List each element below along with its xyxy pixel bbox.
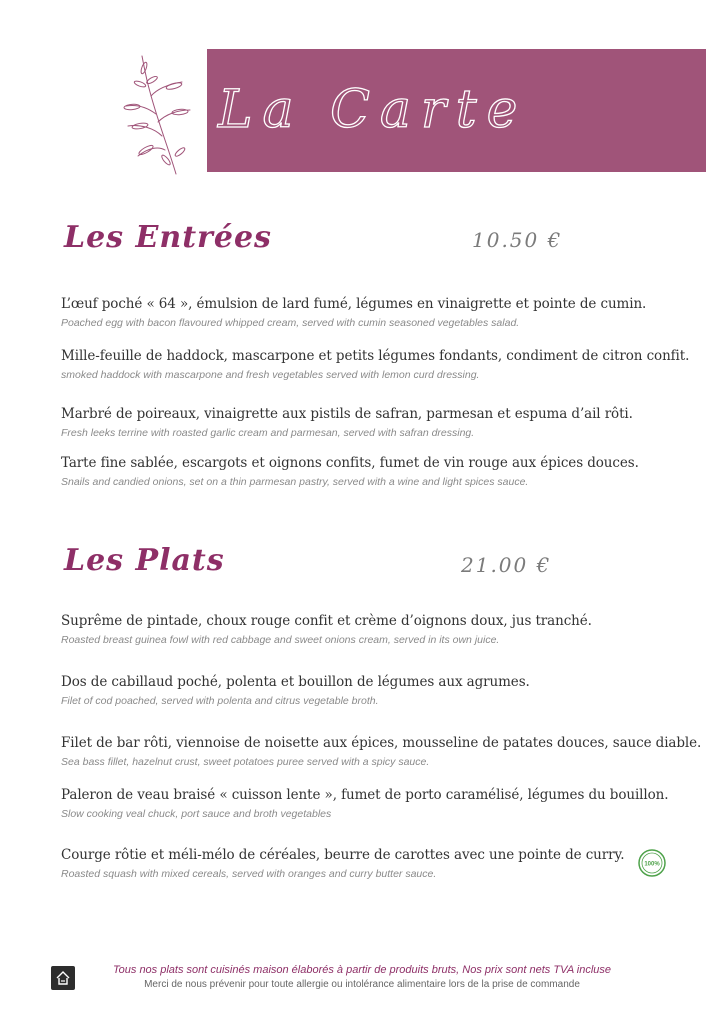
dish-item [61,673,661,709]
dish-name-fr: Paleron de veau braisé « cuisson lente », fumet de porto caramélisé, légumes du bouillon. [61,787,669,803]
footer-notice: Tous nos plats sont cuisinés maison élaborés à partir de produits bruts, Nos prix sont nets TVA incluse [112,964,612,976]
vegetarian-badge-icon [638,849,666,877]
dish-name-en: smoked haddock with mascarpone and fresh vegetables served with lemon curd dressing. [61,369,480,381]
section-price-plats: 21.00 € [461,553,552,577]
dish-name-fr: Mille-feuille de haddock, mascarpone et petits légumes fondants, condiment de citron confit. [61,348,690,364]
dish-name-en: Sea bass fillet, hazelnut crust, sweet potatoes puree served with a spicy sauce. [61,756,430,768]
dish-item [61,454,661,490]
section-title-entrees: Les Entrées [64,220,272,255]
fait-maison-house-icon [51,966,75,990]
dish-name-fr: L’œuf poché « 64 », émulsion de lard fumé, légumes en vinaigrette et pointe de cumin. [61,296,647,312]
herb-sprig-icon [118,52,198,176]
dish-name-en: Fresh leeks terrine with roasted garlic cream and parmesan, served with safran dressing. [61,427,475,439]
dish-name-fr: Filet de bar rôti, viennoise de noisette aux épices, mousseline de patates douces, sauce diable. [61,735,702,751]
dish-name-en: Snails and candied onions, set on a thin parmesan pastry, served with a wine and light spices sauce. [61,476,529,488]
dish-name-en: Filet of cod poached, served with polenta and citrus vegetable broth. [61,695,379,707]
dish-item [61,734,702,770]
badge-text: 100% [644,861,660,868]
dish-item [61,786,669,822]
dish-name-fr: Courge rôtie et méli-mélo de céréales, beurre de carottes avec une pointe de curry. [61,847,625,863]
footer-allergy-notice: Merci de nous prévenir pour toute allergie ou intolérance alimentaire lors de la prise de commande [144,979,580,990]
dish-name-fr: Suprême de pintade, choux rouge confit et crème d’oignons doux, jus tranché. [61,613,592,629]
dish-name-en: Poached egg with bacon flavoured whipped cream, served with cumin seasoned vegetables salad. [61,317,520,329]
dish-name-fr: Dos de cabillaud poché, polenta et bouillon de légumes aux agrumes. [61,674,530,690]
dish-name-fr: Marbré de poireaux, vinaigrette aux pistils de safran, parmesan et espuma d’ail rôti. [61,406,633,422]
dish-name-fr: Tarte fine sablée, escargots et oignons confits, fumet de vin rouge aux épices douces. [61,455,639,471]
page-title: La Carte [218,80,528,140]
section-price-entrees: 10.50 € [472,228,563,252]
dish-item [61,295,661,331]
dish-item [61,347,690,383]
dish-item [61,612,661,648]
section-title-plats: Les Plats [64,543,225,578]
dish-item [61,846,661,882]
dish-item [61,405,661,441]
dish-name-en: Slow cooking veal chuck, port sauce and broth vegetables [61,808,332,820]
dish-name-en: Roasted breast guinea fowl with red cabbage and sweet onions cream, served in its own juice. [61,634,500,646]
dish-name-en: Roasted squash with mixed cereals, served with oranges and curry butter sauce. [61,868,437,880]
